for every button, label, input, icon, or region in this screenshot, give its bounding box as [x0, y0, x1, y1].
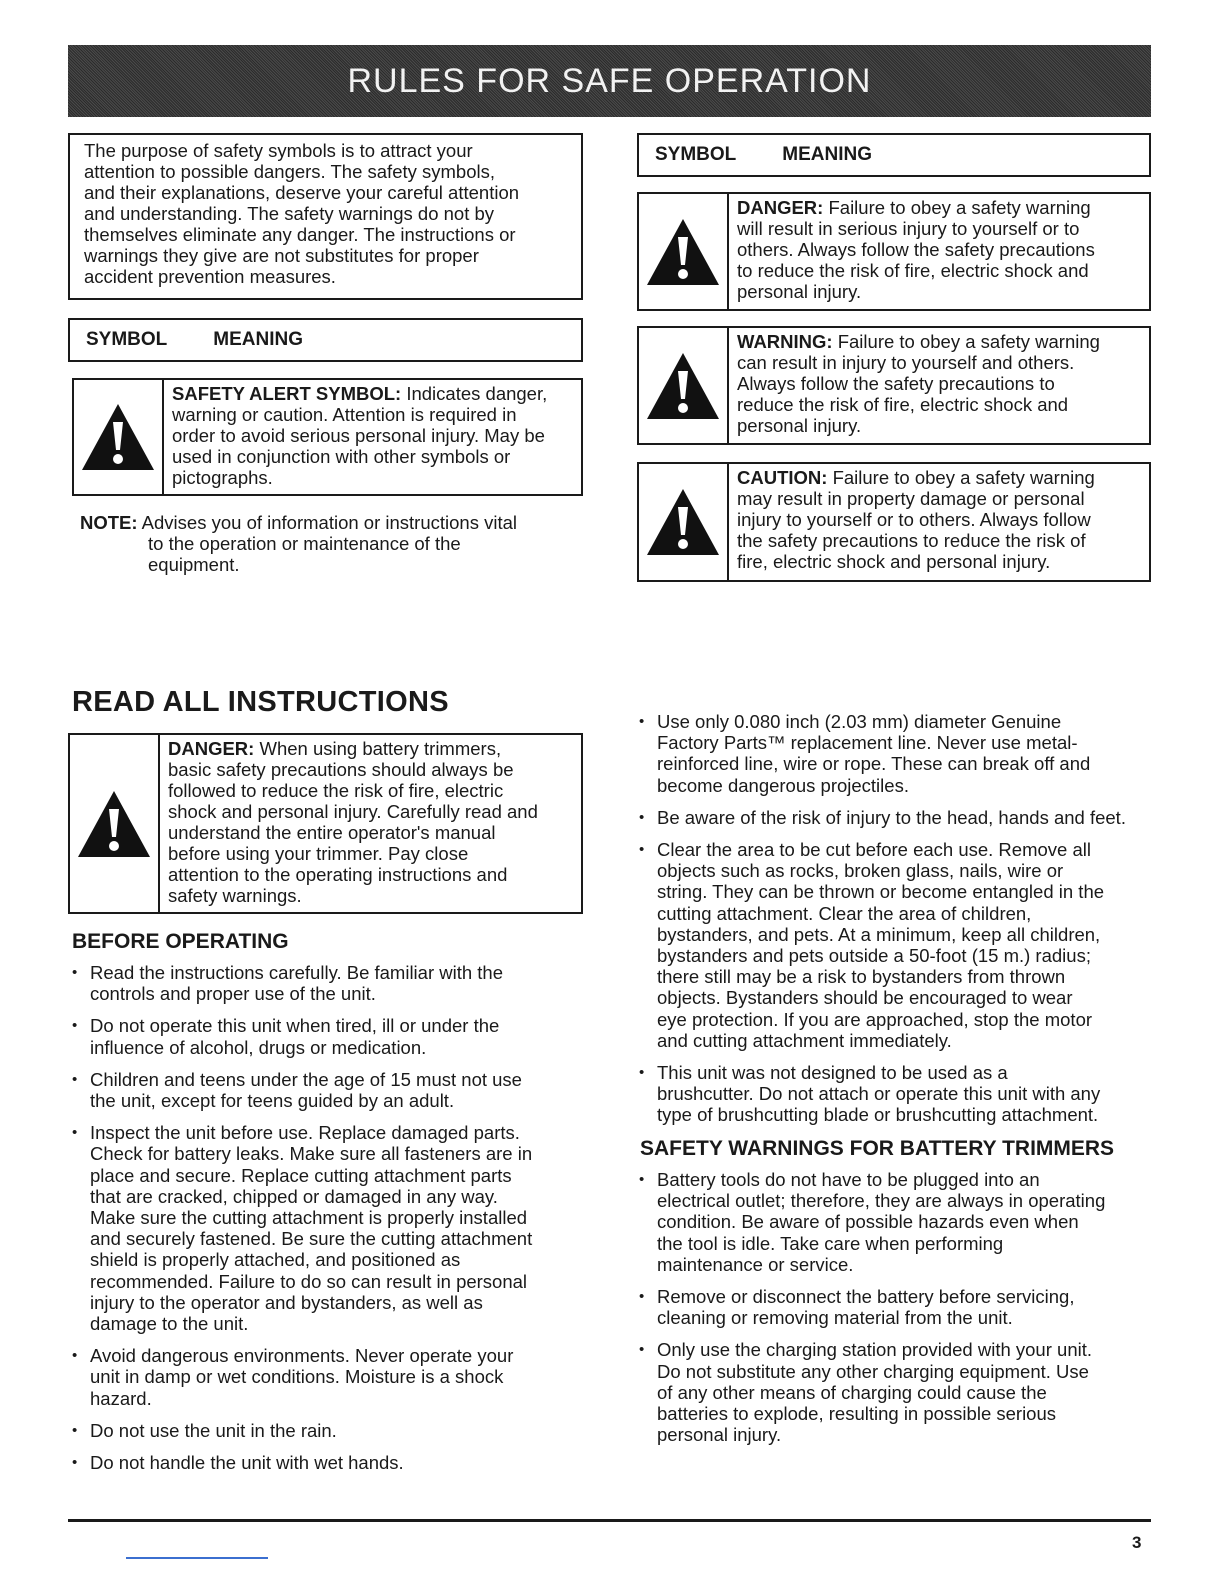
text-line: others. Always follow the safety precautions	[737, 239, 1095, 260]
bullet-item	[637, 1286, 1157, 1328]
bullet-line: personal injury.	[657, 1424, 782, 1446]
text-line: Failure to obey a safety warning	[832, 331, 1100, 352]
intro-line: and understanding. The safety warnings do not by	[84, 203, 495, 224]
safety-alert-text	[164, 380, 555, 494]
text-line: Indicates danger,	[401, 383, 548, 404]
text-line: safety warnings.	[168, 885, 302, 906]
symbol-meaning-header-right	[637, 133, 1151, 177]
bullet-line: objects. Bystanders should be encouraged to wear	[657, 987, 1073, 1009]
icon-cell	[74, 380, 164, 494]
bullet-line: the tool is idle. Take care when performing	[657, 1232, 1004, 1254]
bullet-line: become dangerous projectiles.	[657, 774, 909, 796]
text-line: will result in serious injury to yourself or to	[737, 218, 1080, 239]
page-title: RULES FOR SAFE OPERATION	[347, 61, 872, 100]
intro-line: themselves eliminate any danger. The instructions or	[84, 224, 516, 245]
bullet-line: condition. Be aware of possible hazards even when	[657, 1211, 1079, 1233]
bullet-line: and cutting attachment immediately.	[657, 1029, 952, 1051]
warning-triangle-icon	[645, 487, 721, 557]
bullet-line: Children and teens under the age of 15 must not use	[90, 1068, 522, 1090]
blue-underline	[126, 1557, 268, 1559]
before-operating-list	[70, 962, 585, 1484]
bullet-line: Factory Parts™ replacement line. Never use metal-	[657, 732, 1078, 754]
text-line: shock and personal injury. Carefully read and	[168, 801, 538, 822]
bullet-line: Do not use the unit in the rain.	[90, 1419, 337, 1441]
bullet-line: Battery tools do not have to be plugged into an	[657, 1169, 1040, 1190]
bullet-line: Inspect the unit before use. Replace damaged parts.	[90, 1122, 520, 1144]
caution-box	[637, 462, 1151, 582]
icon-cell	[70, 735, 160, 912]
bullet-item	[637, 807, 1157, 828]
read-all-heading: READ ALL INSTRUCTIONS	[72, 686, 449, 718]
bullet-line: Read the instructions carefully. Be familiar with the	[90, 962, 504, 983]
text-line: attention to the operating instructions and	[168, 864, 508, 885]
bullet-line: cutting attachment. Clear the area of children,	[657, 902, 1032, 924]
bullet-line: Check for battery leaks. Make sure all fasteners are in	[90, 1143, 533, 1165]
warning-triangle-icon	[76, 789, 152, 859]
text-line: personal injury.	[737, 415, 862, 436]
bullet-item	[637, 1169, 1157, 1275]
symbol-meaning-header	[68, 318, 583, 362]
bullet-line: This unit was not designed to be used as a	[657, 1062, 1008, 1084]
bullet-line: cleaning or removing material from the unit.	[657, 1307, 1013, 1329]
bullet-line: Be aware of the risk of injury to the head, hands and feet.	[657, 806, 1126, 828]
bullet-item	[637, 839, 1157, 1051]
bullet-line: that are cracked, chipped or damaged in any way.	[90, 1185, 498, 1207]
bullet-line: Do not handle the unit with wet hands.	[90, 1452, 404, 1474]
before-operating-heading: BEFORE OPERATING	[72, 930, 289, 953]
icon-cell	[639, 464, 729, 580]
intro-line: The purpose of safety symbols is to attract your	[84, 140, 473, 161]
bullet-line: shield is properly attached, and positioned as	[90, 1249, 461, 1271]
text-line: Always follow the safety precautions to	[737, 373, 1055, 394]
read-all-danger-text	[160, 735, 546, 912]
intro-box	[68, 133, 583, 300]
safety-alert-label: SAFETY ALERT SYMBOL:	[172, 383, 402, 404]
warning-label: WARNING:	[737, 331, 833, 352]
text-line: injury to yourself or to others. Always follow	[737, 509, 1091, 530]
caution-label: CAUTION:	[737, 467, 828, 488]
bullet-line: type of brushcutting blade or brushcutting attachment.	[657, 1104, 1099, 1126]
bullet-line: reinforced line, wire or rope. These can break off and	[657, 753, 1091, 775]
text-line: may result in property damage or personal	[737, 488, 1085, 509]
bullet-line: objects such as rocks, broken glass, nails, wire or	[657, 860, 1064, 882]
bullet-line: injury to the operator and bystanders, as well as	[90, 1291, 483, 1313]
bullet-line: Do not operate this unit when tired, ill or under the	[90, 1015, 500, 1037]
bullet-line: there still may be a risk to bystanders from thrown	[657, 966, 1066, 988]
bullet-line: place and secure. Replace cutting attachment parts	[90, 1164, 512, 1186]
bullet-line: Clear the area to be cut before each use. Remove all	[657, 839, 1091, 861]
intro-line: accident prevention measures.	[84, 266, 336, 287]
bullet-line: string. They can be thrown or become entangled in the	[657, 881, 1105, 903]
bullet-item	[637, 711, 1157, 796]
text-line: used in conjunction with other symbols or	[172, 446, 511, 467]
note-label: NOTE:	[80, 512, 138, 533]
intro-line: and their explanations, deserve your careful attention	[84, 182, 520, 203]
note-line: to the operation or maintenance of the	[148, 533, 461, 554]
bullet-line: unit in damp or wet conditions. Moisture is a shock	[90, 1366, 504, 1388]
read-all-danger-box	[68, 733, 583, 914]
text-line: When using battery trimmers,	[254, 738, 502, 759]
bullet-item	[637, 1062, 1157, 1126]
note-line: equipment.	[148, 554, 240, 575]
text-line: warning or caution. Attention is required in	[172, 404, 517, 425]
note-text: Advises you of information or instructions vital	[137, 512, 517, 533]
bullet-line: Avoid dangerous environments. Never operate your	[90, 1345, 514, 1367]
bullet-item	[70, 1015, 585, 1057]
danger-text	[729, 194, 1103, 309]
bullet-line: hazard.	[90, 1387, 152, 1409]
meaning-column-label: MEANING	[213, 329, 304, 350]
bullet-item	[70, 1345, 585, 1409]
bullet-line: influence of alcohol, drugs or medication.	[90, 1036, 427, 1058]
bullet-item	[70, 1420, 585, 1441]
danger-box	[637, 192, 1151, 311]
warning-triangle-icon	[645, 351, 721, 421]
bullet-line: damage to the unit.	[90, 1313, 249, 1335]
bullet-line: Only use the charging station provided with your unit.	[657, 1339, 1092, 1361]
safety-alert-box	[72, 378, 583, 496]
text-line: fire, electric shock and personal injury.	[737, 551, 1051, 572]
text-line: followed to reduce the risk of fire, electric	[168, 780, 504, 801]
bullet-line: Do not substitute any other charging equipment. Use	[657, 1360, 1089, 1382]
meaning-column-label: MEANING	[782, 144, 873, 165]
text-line: can result in injury to yourself and others.	[737, 352, 1075, 373]
bullet-line: the unit, except for teens guided by an adult.	[90, 1090, 455, 1112]
icon-cell	[639, 194, 729, 309]
caution-text	[729, 464, 1103, 580]
bullet-item	[70, 1122, 585, 1334]
text-line: before using your trimmer. Pay close	[168, 843, 469, 864]
text-line: the safety precautions to reduce the risk of	[737, 530, 1086, 551]
intro-line: warnings they give are not substitutes for proper	[84, 245, 479, 266]
bullet-line: controls and proper use of the unit.	[90, 983, 376, 1005]
page-banner	[68, 45, 1151, 117]
text-line: order to avoid serious personal injury. May be	[172, 425, 545, 446]
bullet-item	[70, 1069, 585, 1111]
bullet-line: maintenance or service.	[657, 1253, 854, 1275]
text-line: understand the entire operator's manual	[168, 822, 496, 843]
text-line: Failure to obey a safety warning	[823, 197, 1091, 218]
note	[80, 512, 580, 575]
text-line: Failure to obey a safety warning	[827, 467, 1095, 488]
text-line: basic safety precautions should always be	[168, 759, 514, 780]
text-line: reduce the risk of fire, electric shock and	[737, 394, 1069, 415]
icon-cell	[639, 328, 729, 443]
text-line: to reduce the risk of fire, electric shock and	[737, 260, 1089, 281]
warning-triangle-icon	[80, 402, 156, 472]
bullet-line: and securely fastened. Be sure the cutting attachment	[90, 1228, 533, 1250]
bullet-item	[637, 1339, 1157, 1445]
bullet-line: Remove or disconnect the battery before servicing,	[657, 1286, 1075, 1308]
warning-triangle-icon	[645, 217, 721, 287]
danger-label: DANGER:	[168, 738, 255, 759]
intro-line: attention to possible dangers. The safety symbols,	[84, 161, 496, 182]
bullet-line: brushcutter. Do not attach or operate this unit with any	[657, 1083, 1101, 1105]
bullet-line: batteries to explode, resulting in possible serious	[657, 1403, 1057, 1425]
bullet-line: recommended. Failure to do so can result in personal	[90, 1270, 528, 1292]
battery-warnings-heading: SAFETY WARNINGS FOR BATTERY TRIMMERS	[640, 1137, 1115, 1160]
symbol-column-label: SYMBOL	[655, 144, 737, 165]
bullet-item	[70, 1452, 585, 1473]
text-line: pictographs.	[172, 467, 273, 488]
bullet-line: bystanders and pets outside a 50-foot (15 m.) radius;	[657, 945, 1091, 967]
battery-warnings-list	[637, 1169, 1157, 1456]
warning-box	[637, 326, 1151, 445]
symbol-column-label: SYMBOL	[86, 329, 168, 350]
bullet-item	[70, 962, 585, 1004]
page-number: 3	[1132, 1533, 1142, 1552]
bullet-line: Use only 0.080 inch (2.03 mm) diameter Genuine	[657, 711, 1062, 732]
footer-rule	[68, 1519, 1151, 1522]
warning-text	[729, 328, 1108, 443]
danger-label: DANGER:	[737, 197, 824, 218]
bullet-line: electrical outlet; therefore, they are always in operating	[657, 1190, 1106, 1212]
bullet-line: of any other means of charging could cause the	[657, 1381, 1047, 1403]
text-line: personal injury.	[737, 281, 862, 302]
right-column-list	[637, 711, 1157, 1137]
bullet-line: Make sure the cutting attachment is properly installed	[90, 1207, 528, 1229]
bullet-line: bystanders, and pets. At a minimum, keep all children,	[657, 923, 1101, 945]
bullet-line: eye protection. If you are approached, stop the motor	[657, 1008, 1093, 1030]
